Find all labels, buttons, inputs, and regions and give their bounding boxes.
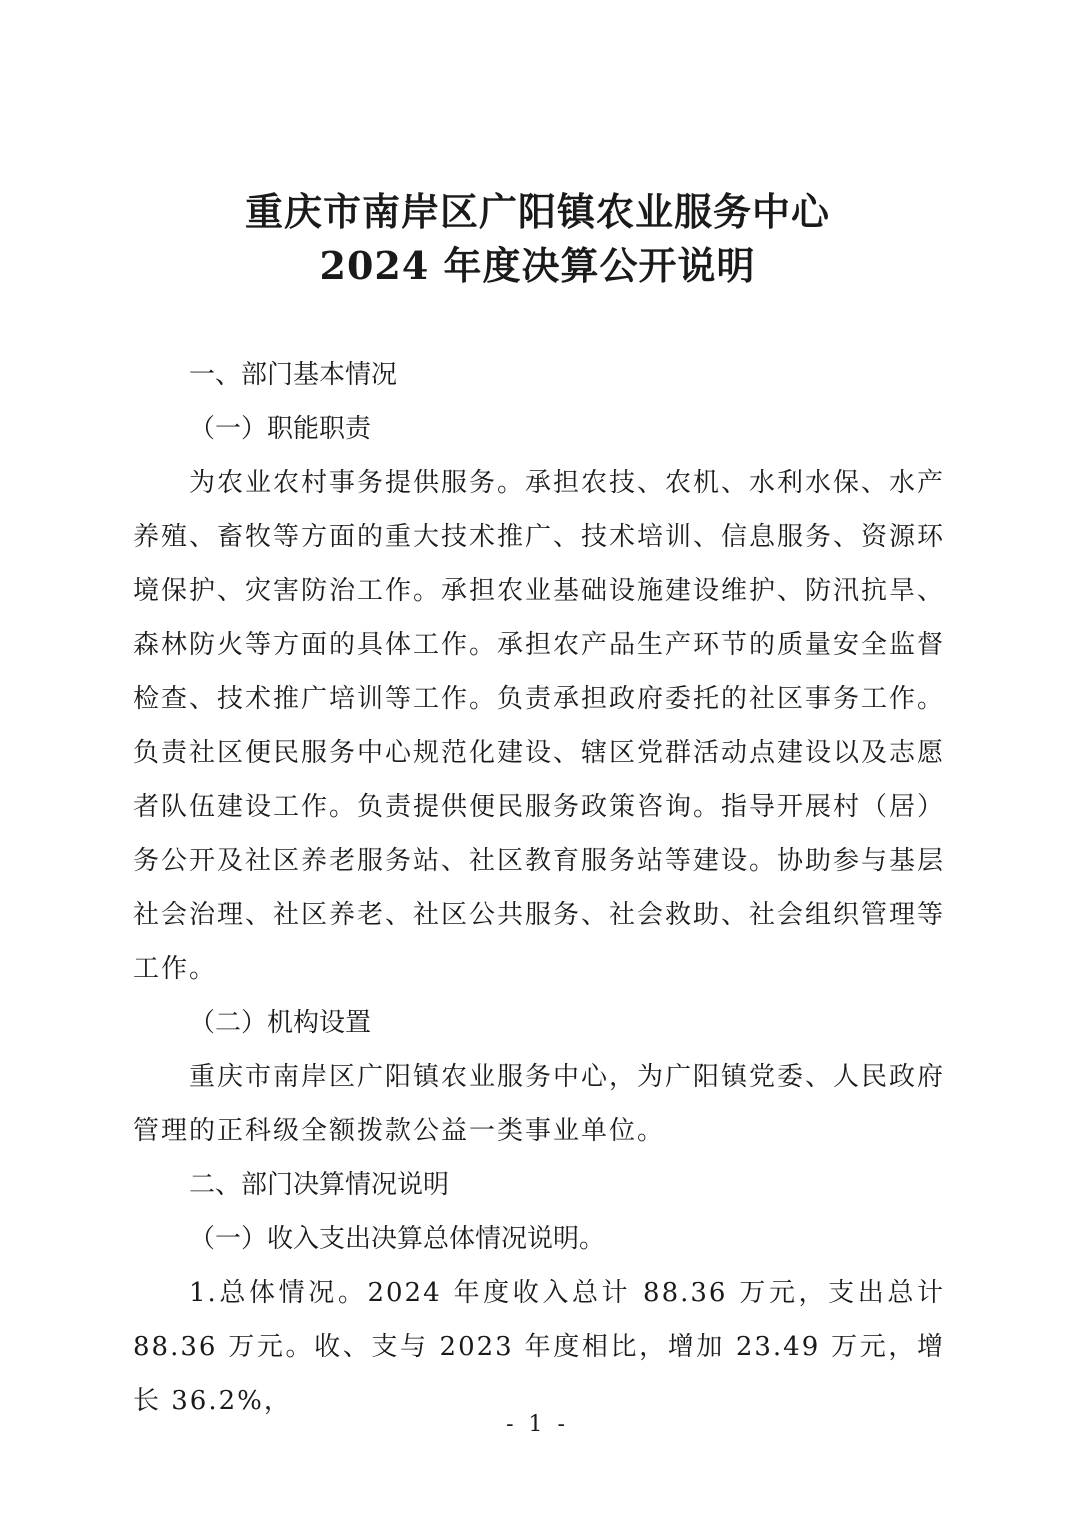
subheading-organization: （二）机构设置 [189,1008,372,1038]
subheading-functions: （一）职能职责 [189,414,372,444]
paragraph-functions: 为农业农村事务提供服务。承担农技、农机、水利水保、水产养殖、畜牧等方面的重大技术推广、技术培训、信息服务、资源环境保护、灾害防治工作。承担农业基础设施建设维护、防汛抗旱、森林防火等方面的具体工作。承担农产品生产环节的质量安全监督检查、技术推广培训等工作。负责承担政府委托的社区事务工作。负责社区便民服务中心规范化建设、辖区党群活动点建设以及志愿者队伍建设工作。负责提供便民服务政策咨询。指导开展村（居）务公开及社区养老服务站、社区教育服务站等建设。协助参与基层社会治理、社区养老、社区公共服务、社会救助、社会组织管理等工作。 [133,468,946,984]
section-heading-final-accounts: 二、部门决算情况说明 [189,1170,450,1200]
document-title-line-1: 重庆市南岸区广阳镇农业服务中心 [244,189,830,234]
paragraph-organization: 重庆市南岸区广阳镇农业服务中心，为广阳镇党委、人民政府管理的正科级全额拨款公益一类事业单位。 [133,1062,946,1146]
document-title-line-2: 2024 年度决算公开说明 [319,243,756,288]
section-heading-basic-info: 一、部门基本情况 [189,360,398,390]
paragraph-overall-situation: 1.总体情况。2024 年度收入总计 88.36 万元，支出总计 88.36 万元。收、支与 2023 年度相比，增加 23.49 万元，增长 36.2%， [133,1278,945,1416]
subheading-income-expenditure: （一）收入支出决算总体情况说明。 [189,1224,606,1254]
page-number: - 1 - [506,1412,569,1437]
document-body [133,348,945,1428]
